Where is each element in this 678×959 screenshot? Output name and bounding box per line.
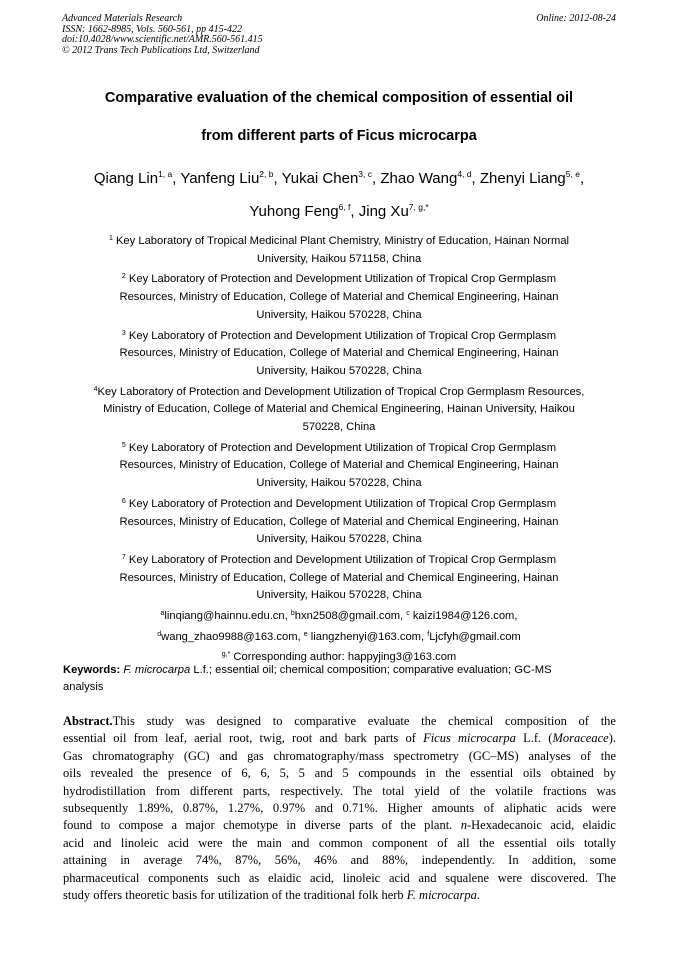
abstract-text: essential oil from leaf, aerial root, twig, root and bark parts of	[63, 731, 424, 746]
author-affil-sup: 1, a	[158, 169, 173, 179]
abstract-text: -Hexadecanoic acid, elaidic	[466, 818, 616, 833]
paper-title-line-2: from different parts of Ficus microcarpa	[201, 128, 477, 144]
email-sup: f	[427, 630, 430, 638]
email-link[interactable]: linqiang@hainnu.edu.cn,	[164, 610, 291, 623]
online-date: Online: 2012-08-24	[536, 13, 616, 24]
copyright-line: © 2012 Trans Tech Publications Ltd, Switzerland	[62, 44, 260, 56]
affil-line: University, Haikou 570228, China	[256, 364, 422, 377]
affil-line: University, Haikou 570228, China	[256, 533, 422, 546]
email-link[interactable]: Ljcfyh@gmail.com	[429, 630, 521, 643]
affiliation-6	[40, 493, 638, 549]
affil-line: Key Laboratory of Protection and Development Utilization of Tropical Crop Germplasm	[128, 273, 557, 286]
author-name: Yuhong Feng	[249, 203, 339, 220]
affil-line: University, Haikou 571158, China	[256, 252, 422, 265]
affil-line: Ministry of Education, College of Material and Chemical Engineering, Hainan University, Haikou	[103, 403, 575, 416]
affil-num: 5	[121, 441, 126, 449]
abstract-text: subsequently 1.89%, 0.87%, 1.27%, 0.97% and 0.71%. Higher amounts of aliphatic acids were	[63, 801, 616, 816]
affiliation-2	[40, 268, 638, 324]
author-sep: ,	[172, 170, 181, 187]
abstract-text: This study was designed to comparative evaluate the chemical composition of the	[112, 714, 616, 728]
author-name: Qiang Lin	[93, 170, 159, 187]
authors-line-2	[20, 202, 658, 220]
author-sep: ,	[350, 203, 359, 220]
author-sep: ,	[579, 170, 585, 187]
author-sep: ,	[471, 170, 480, 187]
affil-line: University, Haikou 570228, China	[256, 308, 422, 321]
affil-line: Key Laboratory of Tropical Medicinal Plant Chemistry, Ministry of Education, Hainan Normal	[115, 235, 570, 247]
author-name: Zhenyi Liang	[479, 170, 566, 187]
email-sup: d	[157, 630, 162, 638]
author-affil-sup: 3, c	[358, 169, 372, 179]
email-sup: c	[406, 610, 410, 618]
journal-header	[62, 14, 616, 56]
author-sep: ,	[273, 170, 282, 187]
author-name: Jing Xu	[358, 203, 409, 220]
abstract-italic-n: n	[460, 818, 467, 833]
author-affil-sup: 4, d	[457, 169, 472, 179]
journal-name: Advanced Materials Research	[62, 13, 183, 24]
author-affil-sup: 2, b	[259, 169, 274, 179]
abstract-species: Ficus microcarpa	[423, 731, 516, 746]
email-link[interactable]: kaizi1984@126.com,	[409, 610, 518, 623]
affil-num: 2	[121, 273, 126, 281]
email-sup: g,*	[221, 651, 231, 659]
abstract-text: attaining in average 74%, 87%, 56%, 46% and 88%, independently. In addition, some	[63, 853, 616, 868]
abstract-text: found to compose a major chemotype in diverse parts of the plant.	[63, 818, 461, 833]
author-affil-sup: 6, f	[338, 202, 351, 212]
affil-num: 6	[121, 497, 126, 505]
affiliation-7	[40, 549, 638, 605]
abstract-text: L.f. (	[515, 731, 553, 746]
abstract-text: Gas chromatography (GC) and gas chromatography/mass spectrometry (GC–MS) analyses of the	[63, 748, 616, 763]
affil-line: Key Laboratory of Protection and Development Utilization of Tropical Crop Germplasm	[128, 441, 557, 454]
affiliation-1	[40, 230, 638, 268]
email-sup: e	[303, 630, 308, 638]
keywords	[63, 662, 623, 696]
email-link[interactable]: hxn2508@gmail.com,	[294, 610, 407, 623]
keywords-label: Keywords:	[63, 664, 121, 676]
abstract-family: Moraceace	[552, 731, 609, 746]
author-name: Yukai Chen	[281, 170, 359, 187]
affil-num: 7	[121, 553, 126, 561]
affiliation-4	[40, 381, 638, 437]
affil-line: University, Haikou 570228, China	[256, 589, 422, 602]
affil-line: Resources, Ministry of Education, College of Material and Chemical Engineering, Hainan	[119, 459, 559, 472]
affil-line: University, Haikou 570228, China	[256, 477, 422, 490]
affil-line: Resources, Ministry of Education, College of Material and Chemical Engineering, Hainan	[119, 571, 559, 584]
affil-num: 4	[93, 385, 98, 393]
abstract-text: oils revealed the presence of 6, 6, 5, 5 and 5 compounds in the essential oils obtained by	[63, 766, 616, 781]
email-link[interactable]: liangzhenyi@163.com,	[307, 630, 428, 643]
affil-line: Resources, Ministry of Education, College of Material and Chemical Engineering, Hainan	[119, 347, 559, 360]
issn-line: ISSN: 1662-8985, Vols. 560-561, pp 415-422	[62, 23, 242, 35]
affil-num: 3	[121, 329, 126, 337]
abstract	[63, 713, 616, 904]
keywords-text-line-2: analysis	[63, 681, 104, 693]
affil-line: Resources, Ministry of Education, College of Material and Chemical Engineering, Hainan	[119, 515, 559, 528]
affil-line: 570228, China	[302, 421, 376, 434]
paper-title-line-1: Comparative evaluation of the chemical composition of essential oil	[104, 90, 574, 106]
email-list	[40, 605, 638, 667]
abstract-text: study offers theoretic basis for utilization of the traditional folk herb	[63, 888, 407, 903]
authors-line-1	[20, 169, 658, 187]
affiliation-5	[40, 437, 638, 493]
email-sup: b	[290, 610, 295, 618]
abstract-text: pharmaceutical components such as elaidic acid, linoleic acid and squalene were discovered. The	[63, 870, 616, 885]
keywords-species: F. microcarpa	[123, 664, 191, 676]
author-name: Yanfeng Liu	[180, 170, 260, 187]
doi-line: doi:10.4028/www.scientific.net/AMR.560-561.415	[62, 34, 263, 46]
affil-line: Key Laboratory of Protection and Development Utilization of Tropical Crop Germplasm Resources,	[97, 385, 585, 398]
affil-line: Key Laboratory of Protection and Development Utilization of Tropical Crop Germplasm	[128, 497, 557, 510]
affil-line: Resources, Ministry of Education, College of Material and Chemical Engineering, Hainan	[119, 291, 559, 304]
abstract-text: hydrodistillation from different parts, respectively. The total yield of the volatile fractions was	[63, 783, 616, 798]
author-sep: ,	[372, 170, 381, 187]
abstract-label: Abstract.	[63, 714, 113, 728]
affil-num: 1	[108, 235, 113, 242]
affil-line: Key Laboratory of Protection and Development Utilization of Tropical Crop Germplasm	[128, 329, 557, 342]
affiliations	[40, 230, 638, 667]
email-link[interactable]: wang_zhao9988@163.com,	[161, 630, 304, 643]
abstract-text: acid and linoleic acid were the main and common component of all the essential oils totally	[63, 835, 616, 850]
affiliation-3	[40, 325, 638, 381]
author-affil-sup: 5, e	[565, 169, 580, 179]
affil-line: Key Laboratory of Protection and Development Utilization of Tropical Crop Germplasm	[128, 553, 557, 566]
corresponding-author[interactable]: Corresponding author: happyjing3@163.com	[230, 651, 457, 664]
abstract-species: F. microcarpa	[406, 888, 477, 903]
author-name: Zhao Wang	[380, 170, 458, 187]
keywords-text: L.f.; essential oil; chemical composition; comparative evaluation; GC-MS	[190, 664, 552, 676]
abstract-text: .	[476, 888, 481, 903]
author-affil-sup: 7, g,*	[408, 202, 429, 212]
abstract-text: ).	[608, 731, 616, 746]
email-sup: a	[160, 610, 165, 618]
